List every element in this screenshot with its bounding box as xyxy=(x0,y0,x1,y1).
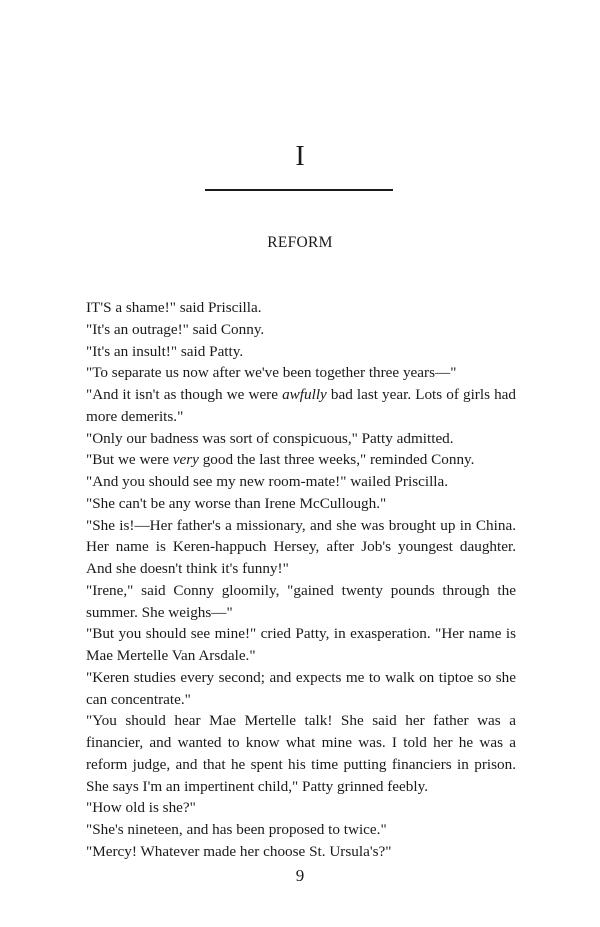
paragraph xyxy=(86,515,516,580)
paragraph xyxy=(86,819,516,841)
text-run: IT'S a shame!" said Priscilla. xyxy=(86,299,262,316)
text-run: "Only our badness was sort of conspicuous," Patty admitted. xyxy=(86,429,454,447)
text-run: good the last three weeks," reminded Conny. xyxy=(198,451,475,469)
paragraph xyxy=(86,428,516,450)
chapter-body xyxy=(86,297,516,863)
paragraph xyxy=(86,449,516,471)
text-run: "Keren studies every second; and expects me to walk on tiptoe so she can concentrate." xyxy=(86,668,516,708)
paragraph xyxy=(86,297,516,319)
text-run: "It's an insult!" said Patty. xyxy=(86,342,244,360)
chapter-number: I xyxy=(295,141,305,172)
paragraph xyxy=(86,710,516,797)
paragraph xyxy=(86,319,516,341)
text-run: bad last year. Lots of girls had more demerits." xyxy=(86,386,516,425)
text-run: "Irene," said Conny gloomily, "gained twenty pounds through the summer. She weighs—" xyxy=(86,581,516,621)
paragraph xyxy=(86,623,516,667)
paragraph xyxy=(86,341,516,363)
chapter-title: REFORM xyxy=(267,234,333,251)
text-run: "She's nineteen, and has been proposed to twice." xyxy=(86,821,387,838)
paragraph xyxy=(86,471,516,493)
chapter-divider xyxy=(205,189,393,191)
text-run: "You should hear Mae Mertelle talk! She said her father was a financier, and wanted to know what mine was. I told her he was a reform judge, and that he spent his time putting financiers in prison. She says I'm an impertinent child," Patty grinned feebly. xyxy=(86,712,516,795)
paragraph xyxy=(86,362,516,384)
paragraph xyxy=(86,384,516,428)
text-run: "But you should see mine!" cried Patty, in exasperation. "Her name is Mae Mertelle Van Arsdale." xyxy=(86,625,516,664)
text-run: "Mercy! Whatever made her choose St. Ursula's?" xyxy=(86,842,392,860)
text-run: "And you should see my new room-mate!" wailed Priscilla. xyxy=(86,473,449,490)
text-run: "But we were xyxy=(86,451,173,469)
text-run: "To separate us now after we've been together three years—" xyxy=(86,364,457,382)
text-run: "She can't be any worse than Irene McCullough." xyxy=(86,494,387,512)
italic-text: awfully xyxy=(282,386,327,403)
text-run: "It's an outrage!" said Conny. xyxy=(86,320,265,338)
text-run: "She is!—Her father's a missionary, and she was brought up in China. Her name is Keren-happuch Hersey, after Job's youngest daughter. And she doesn't think it's funny!" xyxy=(86,516,516,577)
text-run: "How old is she?" xyxy=(86,799,196,817)
paragraph xyxy=(86,493,516,515)
text-run: "And it isn't as though we were xyxy=(86,386,283,403)
paragraph xyxy=(86,841,516,863)
paragraph xyxy=(86,580,516,624)
paragraph xyxy=(86,667,516,711)
page-number: 9 xyxy=(295,866,305,885)
italic-text: very xyxy=(172,451,199,469)
paragraph xyxy=(86,797,516,819)
